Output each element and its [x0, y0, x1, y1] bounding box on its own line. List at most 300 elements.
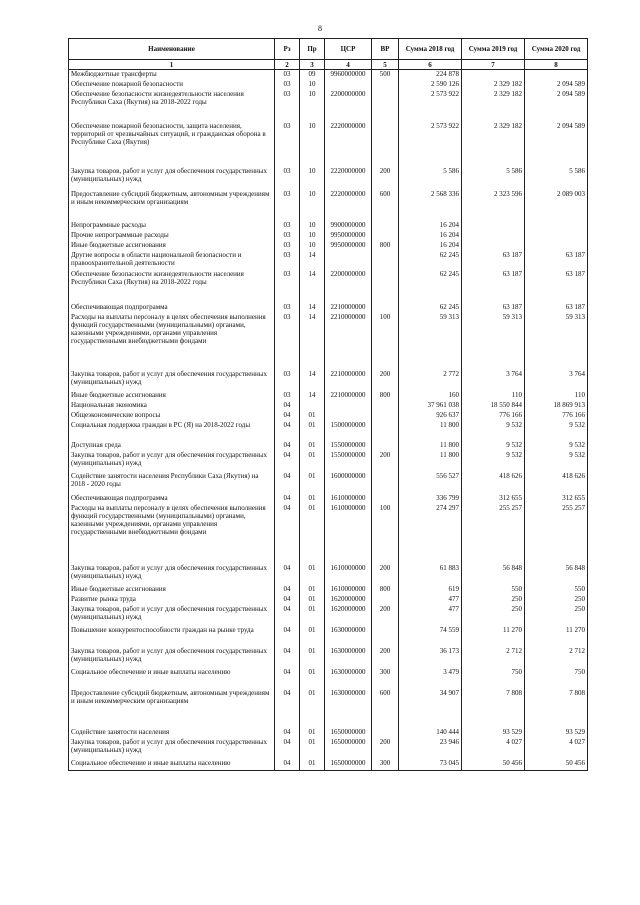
- row-sum-2019: 2 712: [462, 647, 525, 668]
- row-sum-2020: 110: [525, 391, 588, 401]
- row-rz: 04: [275, 647, 300, 668]
- row-name: Обеспечение пожарной безопасности: [69, 80, 275, 90]
- row-vr: 800: [372, 241, 399, 251]
- row-vr: 200: [372, 370, 399, 391]
- row-sum-2019: 750: [462, 668, 525, 689]
- row-sum-2020: 550: [525, 585, 588, 595]
- row-pr: 01: [300, 647, 325, 668]
- row-rz: 04: [275, 585, 300, 595]
- table-row: [69, 441, 588, 451]
- row-sum-2019: 9 532: [462, 421, 525, 441]
- row-pr: 14: [300, 270, 325, 303]
- row-pr: 14: [300, 313, 325, 370]
- row-vr: 800: [372, 391, 399, 401]
- row-sum-2020: 59 313: [525, 313, 588, 370]
- table-row: [69, 494, 588, 504]
- row-vr: [372, 595, 399, 605]
- row-sum-2018: 2 772: [399, 370, 462, 391]
- row-pr: 01: [300, 585, 325, 595]
- row-rz: 04: [275, 401, 300, 411]
- table-row: [69, 564, 588, 585]
- row-sum-2018: 336 799: [399, 494, 462, 504]
- column-header-sum-2020: Сумма 2020 год: [525, 39, 588, 60]
- row-vr: [372, 472, 399, 494]
- table-row: [69, 421, 588, 441]
- row-sum-2019: 93 529: [462, 728, 525, 738]
- row-name: Обеспечение безопасности жизнедеятельности населения Республики Саха (Якутия) на 2018-2022 годы: [69, 270, 275, 303]
- row-pr: [300, 401, 325, 411]
- row-sum-2019: 418 626: [462, 472, 525, 494]
- row-csr: 2220000000: [325, 167, 372, 190]
- row-sum-2020: 2 094 589: [525, 122, 588, 167]
- row-sum-2018: 61 883: [399, 564, 462, 585]
- row-sum-2019: 50 456: [462, 759, 525, 771]
- row-pr: 01: [300, 472, 325, 494]
- row-pr: 10: [300, 190, 325, 221]
- table-row: [69, 90, 588, 122]
- row-name: Обеспечивающая подпрограмма: [69, 494, 275, 504]
- row-sum-2020: 418 626: [525, 472, 588, 494]
- row-name: Закупка товаров, работ и услуг для обеспечения государственных (муниципальных) нужд: [69, 451, 275, 472]
- row-rz: 03: [275, 167, 300, 190]
- column-number: 2: [275, 60, 300, 70]
- row-sum-2020: 255 257: [525, 504, 588, 564]
- row-name: Иные бюджетные ассигнования: [69, 585, 275, 595]
- row-sum-2019: 4 027: [462, 738, 525, 759]
- row-sum-2020: [525, 231, 588, 241]
- row-sum-2018: 274 297: [399, 504, 462, 564]
- table-row: [69, 504, 588, 564]
- row-vr: 600: [372, 689, 399, 728]
- row-sum-2020: 312 655: [525, 494, 588, 504]
- row-csr: 1610000000: [325, 494, 372, 504]
- row-rz: 03: [275, 221, 300, 231]
- row-sum-2020: 63 187: [525, 270, 588, 303]
- row-csr: 9950000000: [325, 231, 372, 241]
- row-sum-2018: 73 045: [399, 759, 462, 771]
- column-number: 3: [300, 60, 325, 70]
- row-sum-2019: 312 655: [462, 494, 525, 504]
- row-vr: 200: [372, 738, 399, 759]
- row-pr: 14: [300, 303, 325, 313]
- row-name: Другие вопросы в области национальной безопасности и правоохранительной деятельности: [69, 251, 275, 270]
- table-row: [69, 190, 588, 221]
- row-sum-2019: 63 187: [462, 303, 525, 313]
- row-vr: 100: [372, 313, 399, 370]
- row-csr: 1550000000: [325, 441, 372, 451]
- row-name: Содействие занятости населения Республики Саха (Якутия) на 2018 - 2020 годы: [69, 472, 275, 494]
- row-csr: 1550000000: [325, 451, 372, 472]
- row-vr: 200: [372, 605, 399, 626]
- column-header-sum-2018: Сумма 2018 год: [399, 39, 462, 60]
- table-row: [69, 759, 588, 771]
- row-rz: 03: [275, 270, 300, 303]
- row-name: Предоставление субсидий бюджетным, автономным учреждениям и иным некоммерческим организациям: [69, 190, 275, 221]
- row-sum-2018: 477: [399, 605, 462, 626]
- row-pr: 01: [300, 626, 325, 647]
- row-name: Закупка товаров, работ и услуг для обеспечения государственных (муниципальных) нужд: [69, 370, 275, 391]
- row-vr: 300: [372, 668, 399, 689]
- row-csr: [325, 251, 372, 270]
- row-vr: 500: [372, 70, 399, 80]
- row-sum-2020: 2 089 003: [525, 190, 588, 221]
- table-body: [69, 70, 588, 771]
- row-sum-2020: 3 764: [525, 370, 588, 391]
- row-sum-2018: 3 479: [399, 668, 462, 689]
- row-sum-2019: 250: [462, 595, 525, 605]
- row-name: Закупка товаров, работ и услуг для обеспечения государственных (муниципальных) нужд: [69, 167, 275, 190]
- row-csr: [325, 80, 372, 90]
- row-csr: 1610000000: [325, 504, 372, 564]
- row-csr: 2220000000: [325, 190, 372, 221]
- row-sum-2018: 34 907: [399, 689, 462, 728]
- row-pr: 01: [300, 504, 325, 564]
- row-vr: 200: [372, 451, 399, 472]
- row-rz: 03: [275, 190, 300, 221]
- table-row: [69, 728, 588, 738]
- row-rz: 03: [275, 90, 300, 122]
- row-vr: 200: [372, 167, 399, 190]
- row-sum-2020: 250: [525, 595, 588, 605]
- row-vr: [372, 251, 399, 270]
- table-row: [69, 270, 588, 303]
- row-name: Закупка товаров, работ и услуг для обеспечения государственных (муниципальных) нужд: [69, 647, 275, 668]
- row-sum-2019: 63 187: [462, 270, 525, 303]
- table-row: [69, 303, 588, 313]
- column-number: 7: [462, 60, 525, 70]
- row-csr: 1610000000: [325, 585, 372, 595]
- row-sum-2020: 750: [525, 668, 588, 689]
- row-name: Предоставление субсидий бюджетным, автономным учреждениям и иным некоммерческим организациям: [69, 689, 275, 728]
- column-number: 8: [525, 60, 588, 70]
- row-csr: 1620000000: [325, 605, 372, 626]
- row-csr: 2210000000: [325, 303, 372, 313]
- row-pr: 01: [300, 668, 325, 689]
- row-vr: [372, 231, 399, 241]
- row-vr: 200: [372, 647, 399, 668]
- table-row: [69, 313, 588, 370]
- row-sum-2019: 776 166: [462, 411, 525, 421]
- column-number: 4: [325, 60, 372, 70]
- row-sum-2019: 7 808: [462, 689, 525, 728]
- row-vr: [372, 441, 399, 451]
- table-row: [69, 595, 588, 605]
- row-pr: 10: [300, 231, 325, 241]
- table-row: [69, 605, 588, 626]
- column-number: 5: [372, 60, 399, 70]
- row-name: Обеспечение пожарной безопасности, защита населения, территорий от чрезвычайных ситуаций, и гражданская оборона в Республике Саха (Якутия): [69, 122, 275, 167]
- row-csr: 1500000000: [325, 421, 372, 441]
- row-sum-2018: 11 800: [399, 421, 462, 441]
- table-row: [69, 251, 588, 270]
- row-pr: 10: [300, 80, 325, 90]
- row-name: Закупка товаров, работ и услуг для обеспечения государственных (муниципальных) нужд: [69, 564, 275, 585]
- row-sum-2019: 3 764: [462, 370, 525, 391]
- table-row: [69, 231, 588, 241]
- row-sum-2018: 74 559: [399, 626, 462, 647]
- row-csr: 2200000000: [325, 90, 372, 122]
- row-rz: 04: [275, 441, 300, 451]
- row-sum-2019: 11 270: [462, 626, 525, 647]
- row-rz: 04: [275, 738, 300, 759]
- row-name: Содействие занятости населения: [69, 728, 275, 738]
- row-pr: 01: [300, 595, 325, 605]
- column-header-sum-2019: Сумма 2019 год: [462, 39, 525, 60]
- row-sum-2020: [525, 241, 588, 251]
- row-pr: 01: [300, 728, 325, 738]
- row-sum-2020: 63 187: [525, 303, 588, 313]
- row-sum-2018: 16 204: [399, 221, 462, 231]
- row-pr: 10: [300, 122, 325, 167]
- row-name: Закупка товаров, работ и услуг для обеспечения государственных (муниципальных) нужд: [69, 738, 275, 759]
- row-csr: 1650000000: [325, 728, 372, 738]
- row-pr: 10: [300, 167, 325, 190]
- row-csr: 1630000000: [325, 626, 372, 647]
- row-pr: 01: [300, 421, 325, 441]
- row-sum-2020: [525, 70, 588, 80]
- row-rz: 04: [275, 411, 300, 421]
- row-sum-2019: [462, 221, 525, 231]
- page-number: 8: [318, 24, 322, 33]
- row-vr: 600: [372, 190, 399, 221]
- row-sum-2018: 11 800: [399, 451, 462, 472]
- row-vr: [372, 626, 399, 647]
- row-name: Развитие рынка труда: [69, 595, 275, 605]
- row-sum-2018: 16 204: [399, 231, 462, 241]
- row-vr: [372, 401, 399, 411]
- row-sum-2019: 2 329 182: [462, 90, 525, 122]
- table-row: [69, 391, 588, 401]
- row-name: Непрограммные расходы: [69, 221, 275, 231]
- row-name: Прочие непрограммные расходы: [69, 231, 275, 241]
- row-csr: 9900000000: [325, 221, 372, 231]
- row-sum-2018: 2 573 922: [399, 122, 462, 167]
- row-name: Социальное обеспечение и иные выплаты населению: [69, 668, 275, 689]
- row-name: Общеэкономические вопросы: [69, 411, 275, 421]
- row-sum-2019: [462, 231, 525, 241]
- row-pr: 01: [300, 411, 325, 421]
- row-pr: 01: [300, 451, 325, 472]
- row-name: Иные бюджетные ассигнования: [69, 241, 275, 251]
- table-row: [69, 647, 588, 668]
- row-sum-2018: 2 590 126: [399, 80, 462, 90]
- row-pr: 09: [300, 70, 325, 80]
- row-vr: [372, 80, 399, 90]
- row-sum-2018: 62 245: [399, 270, 462, 303]
- row-csr: 9950000000: [325, 241, 372, 251]
- row-vr: [372, 411, 399, 421]
- row-sum-2018: 2 568 336: [399, 190, 462, 221]
- row-sum-2018: 140 444: [399, 728, 462, 738]
- row-pr: 01: [300, 605, 325, 626]
- row-vr: [372, 494, 399, 504]
- table-row: [69, 411, 588, 421]
- row-rz: 04: [275, 728, 300, 738]
- row-sum-2018: 5 586: [399, 167, 462, 190]
- row-csr: 1620000000: [325, 595, 372, 605]
- row-rz: 03: [275, 122, 300, 167]
- row-sum-2018: 23 946: [399, 738, 462, 759]
- row-pr: 14: [300, 391, 325, 401]
- table-row: [69, 401, 588, 411]
- table-row: [69, 370, 588, 391]
- row-csr: [325, 401, 372, 411]
- column-header-rz: Рз: [275, 39, 300, 60]
- row-pr: 01: [300, 564, 325, 585]
- row-name: Обеспечивающая подпрограмма: [69, 303, 275, 313]
- row-csr: [325, 411, 372, 421]
- row-vr: 100: [372, 504, 399, 564]
- row-sum-2019: 255 257: [462, 504, 525, 564]
- row-name: Национальная экономика: [69, 401, 275, 411]
- row-csr: 1650000000: [325, 738, 372, 759]
- row-sum-2018: 36 173: [399, 647, 462, 668]
- row-sum-2020: 11 270: [525, 626, 588, 647]
- table-row: [69, 585, 588, 595]
- column-number: 6: [399, 60, 462, 70]
- row-sum-2020: 9 532: [525, 451, 588, 472]
- row-sum-2018: 16 204: [399, 241, 462, 251]
- row-sum-2020: 18 869 913: [525, 401, 588, 411]
- table-row: [69, 70, 588, 80]
- row-sum-2020: 93 529: [525, 728, 588, 738]
- row-sum-2018: 556 527: [399, 472, 462, 494]
- row-sum-2020: 63 187: [525, 251, 588, 270]
- row-csr: 2220000000: [325, 122, 372, 167]
- row-sum-2018: 37 961 038: [399, 401, 462, 411]
- row-rz: 04: [275, 668, 300, 689]
- row-name: Обеспечение безопасности жизнедеятельности населения Республики Саха (Якутия) на 2018-2022 годы: [69, 90, 275, 122]
- row-name: Социальное обеспечение и иные выплаты населению: [69, 759, 275, 771]
- row-sum-2019: [462, 70, 525, 80]
- row-rz: 03: [275, 241, 300, 251]
- row-sum-2020: 2 094 589: [525, 80, 588, 90]
- budget-table: [68, 38, 588, 771]
- row-vr: [372, 122, 399, 167]
- row-csr: 1630000000: [325, 689, 372, 728]
- column-number: 1: [69, 60, 275, 70]
- row-sum-2018: 619: [399, 585, 462, 595]
- table-row: [69, 472, 588, 494]
- row-rz: 03: [275, 70, 300, 80]
- row-sum-2020: 4 027: [525, 738, 588, 759]
- row-sum-2020: [525, 221, 588, 231]
- row-rz: 04: [275, 494, 300, 504]
- row-name: Межбюджетные трансферты: [69, 70, 275, 80]
- row-pr: 01: [300, 689, 325, 728]
- row-sum-2020: 7 808: [525, 689, 588, 728]
- row-sum-2019: 59 313: [462, 313, 525, 370]
- row-sum-2020: 776 166: [525, 411, 588, 421]
- row-rz: 04: [275, 472, 300, 494]
- row-pr: 10: [300, 90, 325, 122]
- table-row: [69, 451, 588, 472]
- row-sum-2018: 477: [399, 595, 462, 605]
- row-vr: 800: [372, 585, 399, 595]
- row-sum-2019: 5 586: [462, 167, 525, 190]
- row-csr: 2200000000: [325, 270, 372, 303]
- row-sum-2019: 2 323 596: [462, 190, 525, 221]
- row-sum-2018: 11 800: [399, 441, 462, 451]
- column-header-pr: Пр: [300, 39, 325, 60]
- row-csr: 1610000000: [325, 564, 372, 585]
- row-csr: 1630000000: [325, 668, 372, 689]
- row-sum-2018: 2 573 922: [399, 90, 462, 122]
- table-row: [69, 80, 588, 90]
- column-number-row: [69, 60, 588, 70]
- row-pr: 01: [300, 494, 325, 504]
- column-header-vr: ВР: [372, 39, 399, 60]
- row-pr: 01: [300, 759, 325, 771]
- row-rz: 04: [275, 595, 300, 605]
- row-vr: [372, 90, 399, 122]
- row-rz: 03: [275, 313, 300, 370]
- row-sum-2019: 110: [462, 391, 525, 401]
- row-sum-2018: 224 878: [399, 70, 462, 80]
- row-sum-2019: 250: [462, 605, 525, 626]
- row-sum-2019: 550: [462, 585, 525, 595]
- row-rz: 03: [275, 391, 300, 401]
- row-sum-2020: 9 532: [525, 441, 588, 451]
- row-sum-2018: 926 637: [399, 411, 462, 421]
- row-sum-2019: 9 532: [462, 441, 525, 451]
- row-csr: 2210000000: [325, 313, 372, 370]
- row-rz: 04: [275, 421, 300, 441]
- row-sum-2020: 50 456: [525, 759, 588, 771]
- table-row: [69, 689, 588, 728]
- row-pr: 14: [300, 251, 325, 270]
- row-name: Закупка товаров, работ и услуг для обеспечения государственных (муниципальных) нужд: [69, 605, 275, 626]
- row-rz: 04: [275, 759, 300, 771]
- row-sum-2019: 56 848: [462, 564, 525, 585]
- row-rz: 04: [275, 689, 300, 728]
- row-sum-2020: 2 712: [525, 647, 588, 668]
- row-csr: 1630000000: [325, 647, 372, 668]
- row-vr: [372, 221, 399, 231]
- row-csr: 2210000000: [325, 370, 372, 391]
- row-sum-2018: 59 313: [399, 313, 462, 370]
- row-sum-2020: 56 848: [525, 564, 588, 585]
- table-row: [69, 241, 588, 251]
- row-sum-2019: 9 532: [462, 451, 525, 472]
- row-name: Социальная поддержка граждан в РС (Я) на 2018-2022 годы: [69, 421, 275, 441]
- row-pr: 10: [300, 241, 325, 251]
- row-vr: [372, 270, 399, 303]
- row-sum-2018: 62 245: [399, 251, 462, 270]
- row-vr: [372, 421, 399, 441]
- row-csr: 1600000000: [325, 472, 372, 494]
- row-sum-2020: 2 094 589: [525, 90, 588, 122]
- row-sum-2019: 18 550 844: [462, 401, 525, 411]
- row-rz: 04: [275, 564, 300, 585]
- row-rz: 04: [275, 504, 300, 564]
- row-pr: 14: [300, 370, 325, 391]
- table-row: [69, 167, 588, 190]
- row-vr: 200: [372, 564, 399, 585]
- table-row: [69, 626, 588, 647]
- row-pr: 01: [300, 738, 325, 759]
- row-sum-2019: [462, 241, 525, 251]
- table-row: [69, 221, 588, 231]
- row-rz: 03: [275, 80, 300, 90]
- row-name: Повышение конкурентоспособности граждан на рынке труда: [69, 626, 275, 647]
- row-sum-2020: 250: [525, 605, 588, 626]
- header-row: [69, 39, 588, 60]
- row-sum-2019: 63 187: [462, 251, 525, 270]
- table-row: [69, 122, 588, 167]
- column-header-csr: ЦСР: [325, 39, 372, 60]
- row-sum-2018: 62 245: [399, 303, 462, 313]
